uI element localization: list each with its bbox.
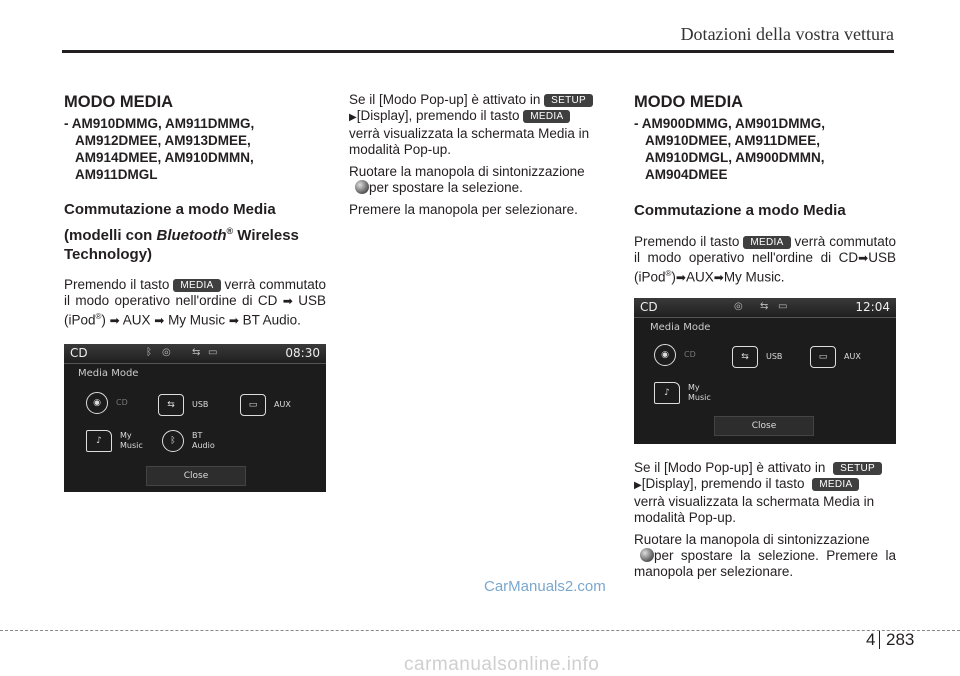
aux-status-icon: ▭ xyxy=(778,301,788,312)
screen-clock: 08:30 xyxy=(285,346,320,360)
triangle-right-icon: ▶ xyxy=(349,112,357,123)
knob-paragraph xyxy=(349,164,611,196)
media-item-usb[interactable] xyxy=(732,346,782,368)
subheading-suffix: Wireless xyxy=(233,227,299,244)
model-line: - AM900DMMG, AM901DMMG, xyxy=(634,116,826,131)
header-rule xyxy=(62,50,894,53)
model-list xyxy=(634,115,896,183)
text: AUX xyxy=(119,312,155,328)
text: Premendo il tasto xyxy=(64,277,170,292)
media-item-aux[interactable] xyxy=(240,394,291,416)
media-button: MEDIA xyxy=(173,279,220,292)
screen-status-bar xyxy=(64,344,326,364)
text: verrà visualizzata la schermata Media in modalità Pop-up. xyxy=(349,126,590,157)
media-item-label: BT Audio xyxy=(192,431,215,450)
model-line: - AM910DMMG, AM911DMMG, xyxy=(64,116,255,131)
registered-mark: ® xyxy=(665,269,672,278)
disc-status-icon: ◎ xyxy=(734,301,743,312)
aux-icon: ▭ xyxy=(240,394,266,416)
chapter-number: 4 xyxy=(866,630,876,649)
model-line: AM910DMEE, AM911DMEE, xyxy=(645,133,821,148)
arrow-right-icon: ➡ xyxy=(713,270,724,285)
usb-status-icon: ⇆ xyxy=(192,347,201,358)
registered-mark: ® xyxy=(95,312,102,321)
media-item-my-music[interactable] xyxy=(86,430,154,452)
text: USB (iPod xyxy=(634,250,896,285)
media-item-cd[interactable] xyxy=(654,344,696,366)
media-button: MEDIA xyxy=(743,236,790,249)
setup-button: SETUP xyxy=(833,462,882,475)
media-item-label: My Music xyxy=(688,383,711,402)
watermark: CarManuals2.com xyxy=(484,578,606,595)
text: USB (iPod xyxy=(64,293,326,328)
media-item-aux[interactable] xyxy=(810,346,861,368)
text: Se il [Modo Pop-up] è attivato in xyxy=(349,92,541,107)
text: Premendo il tasto xyxy=(634,234,740,249)
screen-source: CD xyxy=(640,300,658,314)
column-right xyxy=(634,92,896,286)
close-button[interactable]: Close xyxy=(146,466,246,486)
media-item-label: AUX xyxy=(844,352,861,361)
media-item-label: USB xyxy=(192,400,209,409)
media-item-label: AUX xyxy=(274,400,291,409)
media-item-label: CD xyxy=(116,398,128,407)
model-line: AM910DMGL, AM900DMMN, xyxy=(645,150,825,165)
knob-paragraph xyxy=(634,532,896,580)
screen-title: Media Mode xyxy=(78,368,139,379)
subheading-technology: Technology) xyxy=(64,246,153,263)
text: Ruotare la manopola di sintonizzazione xyxy=(634,532,870,547)
text: [Display], premendo il tasto xyxy=(356,108,520,123)
media-item-bt-audio[interactable] xyxy=(162,430,226,452)
heading-modo-media: MODO MEDIA xyxy=(634,93,744,111)
close-button[interactable]: Close xyxy=(714,416,814,436)
media-mode-screen xyxy=(64,344,326,492)
triangle-right-icon: ▶ xyxy=(634,480,642,491)
page-separator xyxy=(879,631,880,649)
media-order-paragraph xyxy=(634,234,896,286)
usb-status-icon: ⇆ xyxy=(760,301,769,312)
text: My Music xyxy=(164,312,229,328)
folder-icon: ♪ xyxy=(654,382,680,404)
text: per spostare la selezione. Premere la manopola per selezionare. xyxy=(634,548,896,579)
text: verrà visualizzata la schermata Media in modalità Pop-up. xyxy=(634,494,875,525)
arrow-right-icon: ➡ xyxy=(228,313,239,328)
media-item-label: USB xyxy=(766,352,783,361)
media-button: MEDIA xyxy=(812,478,859,491)
subheading-prefix: (modelli con xyxy=(64,227,157,244)
subheading-bluetooth xyxy=(64,222,326,245)
popup-paragraph xyxy=(634,460,896,526)
model-line: AM912DMEE, AM913DMEE, xyxy=(75,133,251,148)
popup-paragraph xyxy=(349,92,611,158)
aux-icon: ▭ xyxy=(810,346,836,368)
media-item-usb[interactable] xyxy=(158,394,208,416)
model-list xyxy=(64,115,326,183)
tune-knob-icon xyxy=(640,548,654,562)
model-line: AM914DMEE, AM910DMMN, xyxy=(75,150,254,165)
text: BT Audio. xyxy=(238,312,301,328)
media-item-label: CD xyxy=(684,350,696,359)
media-item-cd[interactable] xyxy=(86,392,128,414)
model-line: AM904DMEE xyxy=(645,167,728,182)
bluetooth-icon: ᛒ xyxy=(146,347,152,358)
media-order-paragraph xyxy=(64,277,326,329)
screen-clock: 12:04 xyxy=(855,300,890,314)
arrow-right-icon: ➡ xyxy=(675,270,686,285)
arrow-right-icon: ➡ xyxy=(282,294,293,308)
text: ) xyxy=(671,269,676,285)
select-paragraph: Premere la manopola per selezionare. xyxy=(349,202,578,217)
section-title: Dotazioni della vostra vettura xyxy=(680,24,894,44)
setup-button: SETUP xyxy=(544,94,593,107)
bluetooth-icon: ᛒ xyxy=(162,430,184,452)
cd-icon: ◉ xyxy=(654,344,676,366)
bluetooth-word: Bluetooth xyxy=(156,227,227,244)
tune-knob-icon xyxy=(355,180,369,194)
text: per spostare la selezione. xyxy=(369,180,523,195)
arrow-right-icon: ➡ xyxy=(858,251,869,265)
text: verrà commutato il modo operativo nell'ordine di CD xyxy=(64,277,326,308)
text: Se il [Modo Pop-up] è attivato in xyxy=(634,460,826,475)
aux-status-icon: ▭ xyxy=(208,347,218,358)
text: verrà commutato il modo operativo nell'ordine di CD xyxy=(634,234,896,265)
subheading-switch-media: Commutazione a modo Media xyxy=(64,201,276,218)
text: My Music. xyxy=(723,269,785,285)
footer-rule xyxy=(0,630,960,631)
cd-icon: ◉ xyxy=(86,392,108,414)
folder-icon: ♪ xyxy=(86,430,112,452)
arrow-right-icon: ➡ xyxy=(154,313,165,328)
text: Ruotare la manopola di sintonizzazione xyxy=(349,164,585,179)
screen-source: CD xyxy=(70,346,88,360)
text: AUX xyxy=(685,269,714,285)
footer-watermark: carmanualsonline.info xyxy=(404,654,600,675)
model-line: AM911DMGL xyxy=(75,167,158,182)
media-item-my-music[interactable] xyxy=(654,382,722,404)
usb-icon: ⇆ xyxy=(732,346,758,368)
text: ) xyxy=(101,312,110,328)
column-left xyxy=(64,92,326,329)
usb-icon: ⇆ xyxy=(158,394,184,416)
media-item-label: My Music xyxy=(120,431,143,450)
column-middle xyxy=(349,92,611,218)
registered-mark: ® xyxy=(226,226,234,236)
media-mode-screen xyxy=(634,298,896,444)
heading-modo-media: MODO MEDIA xyxy=(64,93,174,111)
page-number: 283 xyxy=(886,630,915,649)
media-button: MEDIA xyxy=(523,110,570,123)
disc-status-icon: ◎ xyxy=(162,347,171,358)
column-right-lower xyxy=(634,460,896,580)
text: [Display], premendo il tasto xyxy=(641,476,805,491)
screen-title: Media Mode xyxy=(650,322,711,333)
subheading-switch-media: Commutazione a modo Media xyxy=(634,202,846,219)
arrow-right-icon: ➡ xyxy=(109,313,120,328)
screen-status-bar xyxy=(634,298,896,318)
